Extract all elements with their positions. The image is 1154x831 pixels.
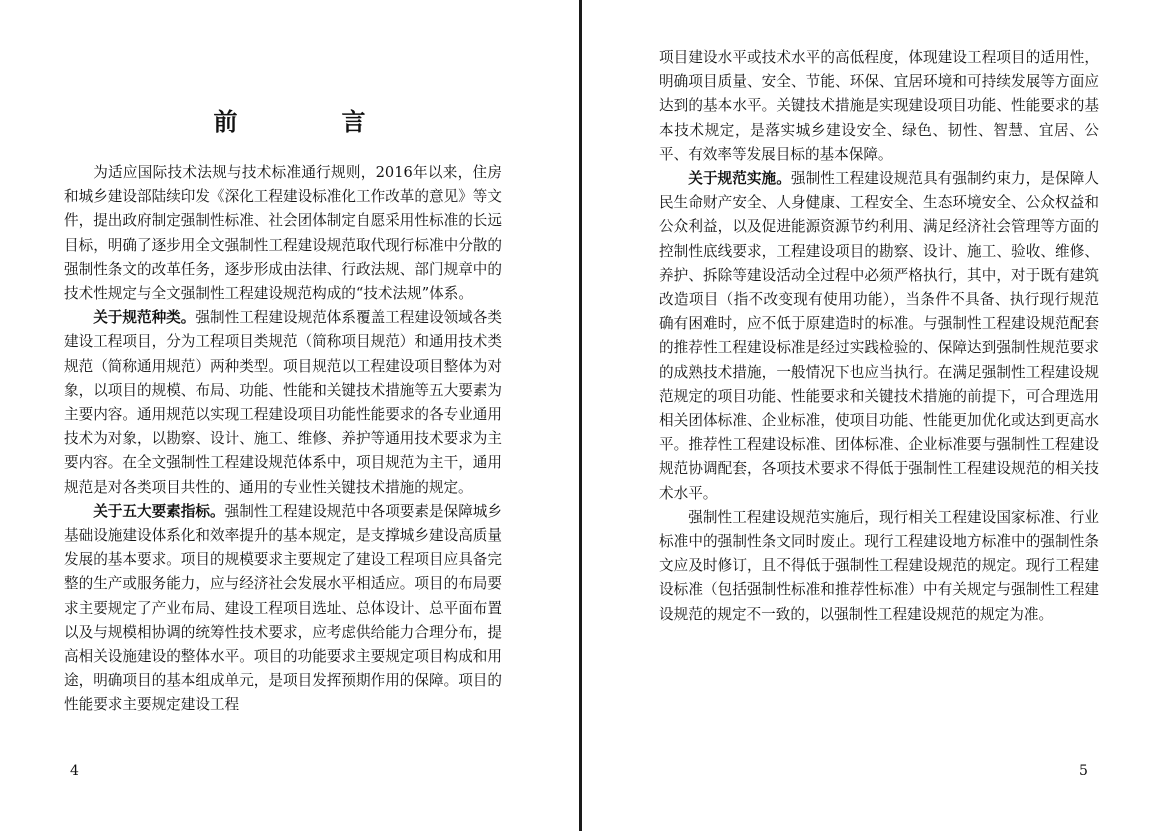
paragraph-continuation: [659, 46, 1099, 167]
paragraph-text: 强制性工程建设规范中各项要素是保障城乡基础设施建设体系化和效率提升的基本规定，是支撑城乡建设高质量发展的基本要求。项目的规模要求主要规定了建设工程项目应具备完整的生产或服务能力，应与经济社会发展水平相适应。项目的布局要求主要规定了产业布局、建设工程项目选址、总体设计、总平面布置以及与规模相协调的统筹性技术要求，应考虑供给能力合理分布，提高相关设施建设的整体水平。项目的功能要求主要规定项目构成和用途，明确项目的基本组成单元，是项目发挥预期作用的保障。项目的性能要求主要规定建设工程: [64, 502, 502, 714]
paragraph-text: 强制性工程建设规范实施后，现行相关工程建设国家标准、行业标准中的强制性条文同时废止。现行工程建设地方标准中的强制性条文应及时修订，且不得低于强制性工程建设规范的规定。现行工程建设标准（包括强制性标准和推荐性标准）中有关规定与强制性工程建设规范的规定不一致的，以强制性工程建设规范的规定为准。: [659, 508, 1099, 623]
paragraph-lead: 关于规范种类。: [93, 309, 196, 327]
paragraph-lead: 关于规范实施。: [688, 170, 791, 188]
paragraph-text: 为适应国际技术法规与技术标准通行规则，2016年以来，住房和城乡建设部陆续印发《深化工程建设标准化工作改革的意见》等文件，提出政府制定强制性标准、社会团体制定自愿采用性标准的长远目标，明确了逐步用全文强制性工程建设规范取代现行标准中分散的强制性条文的改革任务，逐步形成由法律、行政法规、部门规章中的技术性规定与全文强制性工程建设规范构成的“技术法规”体系。: [64, 164, 502, 303]
paragraph-intro: [64, 161, 502, 306]
page-number-left: 4: [70, 763, 79, 779]
paragraph-lead: 关于五大要素指标。: [93, 502, 225, 520]
right-page: [583, 0, 1154, 831]
paragraph-norm-types: [64, 306, 502, 500]
paragraph-implementation: [659, 167, 1099, 506]
page-number-right: 5: [1079, 763, 1088, 779]
paragraph-abolition: [659, 506, 1099, 627]
paragraph-five-elements: [64, 500, 502, 718]
page-title: 前 言: [213, 108, 406, 136]
paragraph-text: 强制性工程建设规范具有强制约束力，是保障人民生命财产安全、人身健康、工程安全、生态环境安全、公众权益和公众利益，以及促进能源资源节约利用、满足经济社会管理等方面的控制性底线要求，工程建设项目的勘察、设计、施工、验收、维修、养护、拆除等建设活动全过程中必须严格执行，其中，对于既有建筑改造项目（指不改变现有使用功能），当条件不具备、执行现行规范确有困难时，应不低于原建造时的标准。与强制性工程建设规范配套的推荐性工程建设标准是经过实践检验的、保障达到强制性规范要求的成熟技术措施，一般情况下也应当执行。在满足强制性工程建设规范规定的项目功能、性能要求和关键技术措施的前提下，可合理选用相关团体标准、企业标准，使项目功能、性能更加优化或达到更高水平。推荐性工程建设标准、团体标准、企业标准要与强制性工程建设规范协调配套，各项技术要求不得低于强制性工程建设规范的相关技术水平。: [659, 170, 1099, 502]
paragraph-text: 强制性工程建设规范体系覆盖工程建设领域各类建设工程项目，分为工程项目类规范（简称项目规范）和通用技术类规范（简称通用规范）两种类型。项目规范以工程建设项目整体为对象，以项目的规模、布局、功能、性能和关键技术措施等五大要素为主要内容。通用规范以实现工程建设项目功能性能要求的各专业通用技术为对象，以勘察、设计、施工、维修、养护等通用技术要求为主要内容。在全文强制性工程建设规范体系中，项目规范为主干，通用规范是对各类项目共性的、通用的专业性关键技术措施的规定。: [64, 309, 502, 496]
paragraph-text: 项目建设水平或技术水平的高低程度，体现建设工程项目的适用性，明确项目质量、安全、节能、环保、宜居环境和可持续发展等方面应达到的基本水平。关键技术措施是实现建设项目功能、性能要求的基本技术规定，是落实城乡建设安全、绿色、韧性、智慧、宜居、公平、有效率等发展目标的基本保障。: [659, 49, 1099, 163]
left-page-body: [64, 161, 502, 718]
right-page-body: [659, 46, 1099, 627]
spine-divider: [579, 0, 582, 831]
